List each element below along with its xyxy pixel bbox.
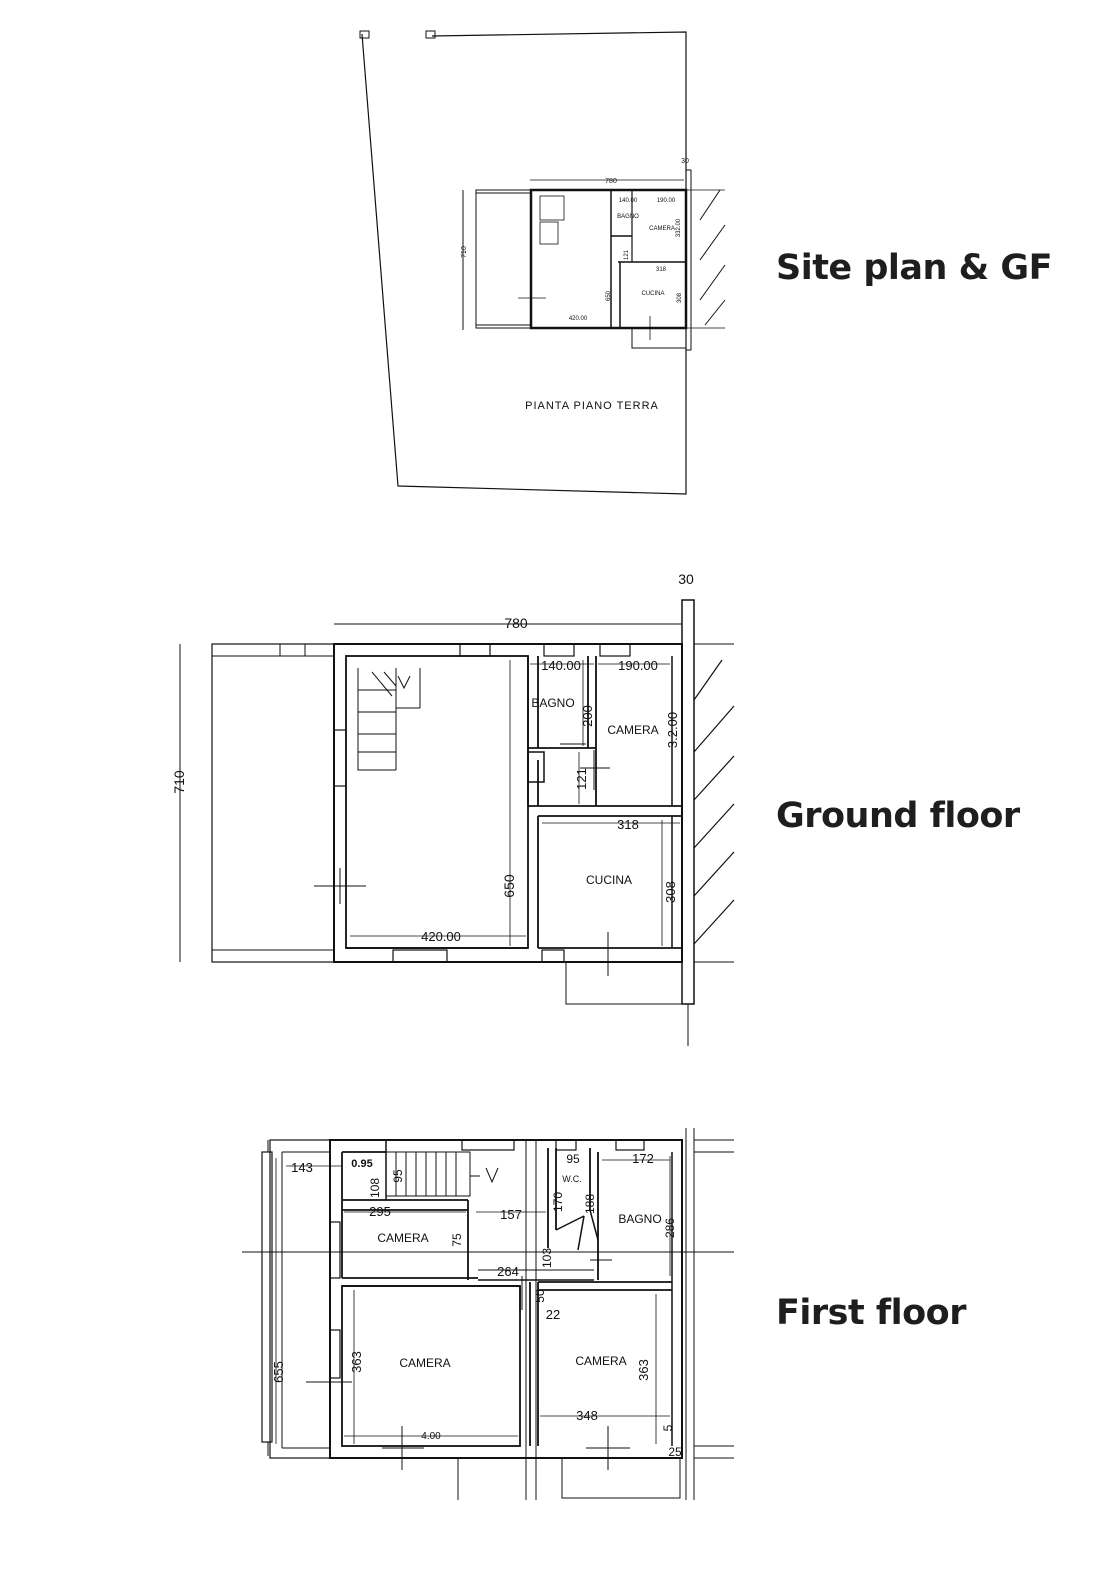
site-room-camera: CAMERA	[649, 226, 675, 232]
site-dim-140: 140.00	[618, 198, 638, 204]
site-dim-121: 121	[624, 249, 630, 261]
ff-dim-22: 22	[545, 1307, 561, 1322]
stairs	[358, 668, 420, 770]
ff-dim-348: 348	[576, 1408, 598, 1423]
ff-dim-286: 286	[663, 1217, 677, 1239]
ff-dim-75: 75	[450, 1233, 464, 1247]
gf-room-cucina: CUCINA	[585, 873, 633, 887]
gf-room-bagno: BAGNO	[531, 696, 575, 710]
window	[542, 950, 564, 962]
gf-dim-30: 30	[678, 571, 694, 587]
boundary-wall	[682, 600, 694, 1004]
first-floor-heading: First floor	[776, 1293, 966, 1333]
ff-dim-170: 170	[551, 1191, 565, 1213]
ff-dim-50: 50	[533, 1289, 547, 1303]
window	[600, 644, 630, 656]
site-dim-190: 190.00	[656, 198, 676, 204]
site-dim-710: 710	[461, 246, 468, 258]
gf-dim-318: 318	[617, 817, 639, 832]
ff-dim-95-stair: 95	[391, 1169, 405, 1183]
first-floor-plan	[242, 1128, 734, 1500]
gf-dim-308: 308	[663, 881, 678, 903]
ff-dim-264: 264	[497, 1264, 519, 1279]
door	[330, 1330, 340, 1378]
ff-dim-400: 4.00	[421, 1431, 441, 1442]
gf-dim-332: 3.2.00	[665, 711, 680, 749]
gf-dim-420: 420.00	[421, 929, 461, 944]
site-plan-caption: PIANTA PIANO TERRA	[525, 400, 659, 412]
site-dim-650: 650	[606, 290, 612, 302]
ff-dim-655: 655	[271, 1361, 286, 1383]
boundary-marker	[360, 31, 369, 38]
ff-room-camera-left: CAMERA	[399, 1356, 451, 1370]
boundary-marker	[426, 31, 435, 38]
site-boundary	[362, 32, 686, 494]
ff-dim-295: 295	[369, 1204, 391, 1219]
gf-dim-650: 650	[501, 874, 517, 898]
ff-dim-363-right: 363	[636, 1359, 651, 1381]
site-dim-308: 308	[677, 292, 683, 304]
ff-dim-157: 157	[500, 1207, 522, 1222]
gf-dim-140: 140.00	[541, 658, 581, 673]
window	[544, 644, 574, 656]
ff-dim-25: 25	[668, 1445, 682, 1459]
hatched-strip	[700, 190, 725, 325]
site-dim-30: 30	[681, 158, 689, 165]
gf-room-camera: CAMERA	[607, 723, 659, 737]
stairs	[540, 196, 564, 220]
living-room	[346, 656, 528, 948]
window	[556, 1140, 576, 1150]
window	[616, 1140, 644, 1150]
gf-dim-190: 190.00	[618, 658, 658, 673]
window	[460, 644, 490, 656]
ff-dim-188: 188	[583, 1193, 597, 1215]
site-dim-420: 420.00	[568, 316, 588, 322]
ground-floor-plan	[171, 571, 734, 1046]
ff-dim-143: 143	[291, 1160, 313, 1175]
ground-floor-heading: Ground floor	[776, 796, 1020, 836]
gf-dim-200: 200	[580, 705, 595, 727]
site-room-bagno: BAGNO	[617, 214, 639, 220]
window	[393, 950, 447, 962]
hatched-strip	[694, 660, 734, 944]
ff-room-camera-small: CAMERA	[377, 1231, 429, 1245]
site-plan	[360, 31, 725, 494]
door	[330, 1222, 340, 1278]
ff-dim-363-left: 363	[349, 1351, 364, 1373]
balcony-front	[562, 1458, 680, 1498]
ff-room-camera-right: CAMERA	[575, 1354, 627, 1368]
window	[462, 1140, 514, 1150]
site-dim-318: 318	[655, 267, 667, 273]
site-dim-332: 332.00	[676, 218, 682, 238]
entrance-step	[566, 962, 682, 1004]
ff-dim-5: 5	[661, 1424, 675, 1432]
house-outline	[476, 190, 686, 328]
outer-wall	[330, 1140, 682, 1458]
ff-room-wc: W.C.	[562, 1174, 582, 1184]
outer-wall	[334, 644, 682, 962]
ff-dim-103: 103	[540, 1247, 554, 1269]
site-plan-heading: Site plan & GF	[776, 248, 1052, 288]
ff-dim-095: 0.95	[351, 1158, 373, 1170]
gf-dim-780: 780	[504, 615, 528, 631]
site-dim-780: 780	[605, 178, 617, 185]
ff-room-bagno: BAGNO	[618, 1212, 662, 1226]
house-walls	[531, 190, 686, 328]
ff-dim-108: 108	[368, 1177, 382, 1199]
terrace	[212, 644, 334, 962]
ff-dim-95-wc: 95	[566, 1152, 580, 1166]
site-room-cucina: CUCINA	[641, 291, 665, 297]
gf-dim-121: 121	[574, 768, 589, 790]
gf-dim-710: 710	[171, 770, 187, 794]
ff-dim-172: 172	[632, 1151, 654, 1166]
door	[334, 730, 346, 786]
